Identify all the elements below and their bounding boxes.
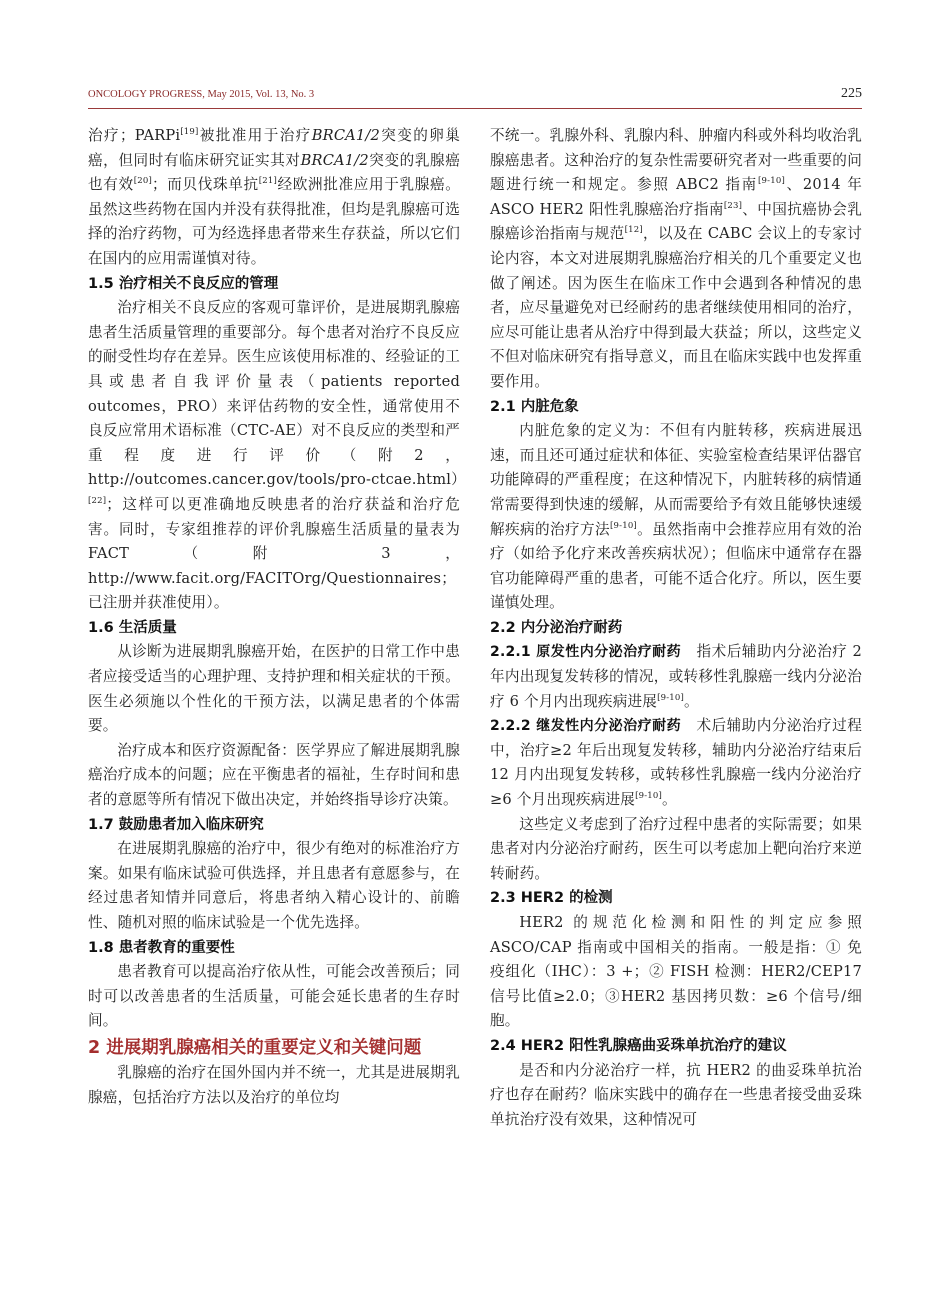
citation-ref: [23]: [723, 200, 743, 211]
paragraph-trastuzumab: 是否和内分泌治疗一样，抗 HER2 的曲妥珠单抗治疗也存在耐药？临床实践中的确存在一些患者接受曲妥珠单抗治疗没有效果，这种情况可: [490, 1061, 862, 1128]
left-column: [88, 124, 466, 1110]
paragraph-her2-testing: HER2 的规范化检测和阳性的判定应参照 ASCO/CAP 指南或中国相关的指南。一般是指：① 免疫组化（IHC）：3 +；② FISH 检测：HER2/CEP17 信号比值≥2.0；③HER2 基因拷贝数：≥6 个信号/细胞。: [490, 914, 862, 1030]
citation-ref: [9-10]: [610, 520, 637, 531]
section-heading-1-5: 1.5 治疗相关不良反应的管理: [88, 275, 279, 292]
citation-ref: [20]: [133, 176, 152, 187]
section-heading-1-7: 1.7 鼓励患者加入临床研究: [88, 816, 264, 833]
section-heading-2-1: 2.1 内脏危象: [490, 398, 579, 415]
subsection-heading-2-2-2: 2.2.2 继发性内分泌治疗耐药: [490, 718, 682, 735]
paragraph-treatment-cost: 治疗成本和医疗资源配备：医学界应了解进展期乳腺癌治疗成本的问题；应在平衡患者的福祉，生存时间和患者的意愿等所有情况下做出决定，并始终指导诊疗决策。: [88, 741, 460, 809]
paragraph-secondary-resistance: 2.2.2 继发性内分泌治疗耐药 术后辅助内分泌治疗过程中，治疗≥2 年后出现复发转移，辅助内分泌治疗结束后 12 月内出现复发转移，或转移性乳腺癌一线内分泌治疗≥6 个月出现疾病进展[9-10]。: [490, 717, 863, 809]
citation-ref: [9-10]: [758, 176, 785, 187]
paragraph-adverse-events: 治疗相关不良反应的客观可靠评价，是进展期乳腺癌患者生活质量管理的重要部分。每个患者对治疗不良反应的耐受性均存在差异。医生应该使用标准的、经验证的工具或患者自我评价量表（patients reported outcomes，PRO）来评估药物的安全性，通常使用不良反应常用术语标准（CTC-AE）对不良反应的类型和严重程度进行评价（附2，http://outcomes.cancer.gov/tools/pro-ctcae.html）[22]；这样可以更准确地反映患者的治疗获益和治疗危害。同时，专家组推荐的评价乳腺癌生活质量的量表为 FACT（附 3，http://www.facit.org/FACITOrg/Questionnaires；已注册并获准使用）。: [88, 299, 466, 612]
journal-citation: ONCOLOGY PROGRESS, May 2015, Vol. 13, No. 3: [88, 89, 315, 100]
subsection-heading-2-2-1: 2.2.1 原发性内分泌治疗耐药: [490, 644, 682, 661]
right-column: [490, 124, 862, 1132]
section-heading-1-6: 1.6 生活质量: [88, 619, 177, 636]
section-heading-2: 2 进展期乳腺癌相关的重要定义和关键问题: [88, 1037, 422, 1058]
citation-ref: [9-10]: [635, 791, 663, 802]
citation-ref: [12]: [624, 225, 643, 236]
citation-ref: [19]: [180, 127, 199, 137]
section-heading-2-3: 2.3 HER2 的检测: [490, 890, 613, 907]
paragraph-guidelines: 不统一。乳腺外科、乳腺内科、肿瘤内科或外科均收治乳腺癌患者。这种治疗的复杂性需要研究者对一些重要的问题进行统一和规定。参照 ABC2 指南[9-10]、2014 年 ASCO HER2 阳性乳腺癌治疗指南[23]、中国抗癌协会乳腺癌诊治指南与规范[12]，以及在 CABC 会议上的专家讨论内容，本文对进展期乳腺癌治疗相关的几个重要定义也做了阐述。因为医生在临床工作中会遇到各种情况的患者，应尽量避免对已经耐药的患者继续使用相同的治疗，应尽可能让患者从治疗中得到最大获益；所以，这些定义不但对临床研究有指导意义，而且在临床实践中也发挥重要作用。: [490, 127, 862, 390]
paragraph-parpi: 治疗；PARPi[19]被批准用于治疗BRCA1/2突变的卵巢癌，但同时有临床研究证实其对BRCA1/2突变的乳腺癌也有效[20]；而贝伐珠单抗[21]经欧洲批准应用于乳腺癌。虽然这些药物在国内并没有获得批准，但均是乳腺癌可选择的治疗药物，可为经选择患者带来生存获益，所以它们在国内的应用需谨慎对待。: [88, 127, 460, 267]
gene-name: BRCA1/2: [311, 127, 381, 144]
section-heading-2-4: 2.4 HER2 阳性乳腺癌曲妥珠单抗治疗的建议: [490, 1037, 787, 1054]
paragraph-visceral-crisis: 内脏危象的定义为：不但有内脏转移，疾病进展迅速，而且还可通过症状和体征、实验室检查结果评估器官功能障碍的严重程度；在这种情况下，内脏转移的病情通常需要得到快速的缓解，从而需要给予有效且能够快速缓解疾病的治疗方法[9-10]。虽然指南中会推荐应用有效的治疗（如给予化疗来改善疾病状况）；但临床中通常存在器官功能障碍严重的患者，可能不适合化疗。所以，医生要谨慎处理。: [490, 422, 862, 612]
paragraph-definition-notes: 这些定义考虑到了治疗过程中患者的实际需要；如果患者对内分泌治疗耐药，医生可以考虑加上靶向治疗来逆转耐药。: [490, 815, 862, 882]
section-heading-1-8: 1.8 患者教育的重要性: [88, 939, 235, 956]
paragraph-treatment-variation: 乳腺癌的治疗在国外国内并不统一，尤其是进展期乳腺癌，包括治疗方法以及治疗的单位均: [88, 1063, 460, 1106]
citation-ref: [21]: [258, 176, 277, 187]
paragraph-primary-resistance: 2.2.1 原发性内分泌治疗耐药 指术后辅助内分泌治疗 2 年内出现复发转移的情况，或转移性乳腺癌一线内分泌治疗 6 个月内出现疾病进展[9-10]。: [490, 643, 862, 710]
section-heading-2-2: 2.2 内分泌治疗耐药: [490, 619, 623, 636]
citation-ref: [9-10]: [657, 692, 685, 703]
citation-ref: [22]: [88, 495, 107, 506]
paragraph-quality-of-life: 从诊断为进展期乳腺癌开始，在医护的日常工作中患者应接受适当的心理护理、支持护理和相关症状的干预。医生必须施以个性化的干预方法，以满足患者的个体需要。: [88, 643, 460, 735]
page-number: 225: [841, 86, 862, 101]
paragraph-clinical-trials: 在进展期乳腺癌的治疗中，很少有绝对的标准治疗方案。如果有临床试验可供选择，并且患者有意愿参与，在经过患者知情并同意后，将患者纳入精心设计的、前瞻性、随机对照的临床试验是一个优先选择。: [88, 840, 460, 931]
running-header: [88, 86, 862, 109]
paragraph-patient-education: 患者教育可以提高治疗依从性，可能会改善预后；同时可以改善患者的生活质量，可能会延长患者的生存时间。: [88, 963, 460, 1030]
gene-name: BRCA1/2: [300, 151, 369, 169]
